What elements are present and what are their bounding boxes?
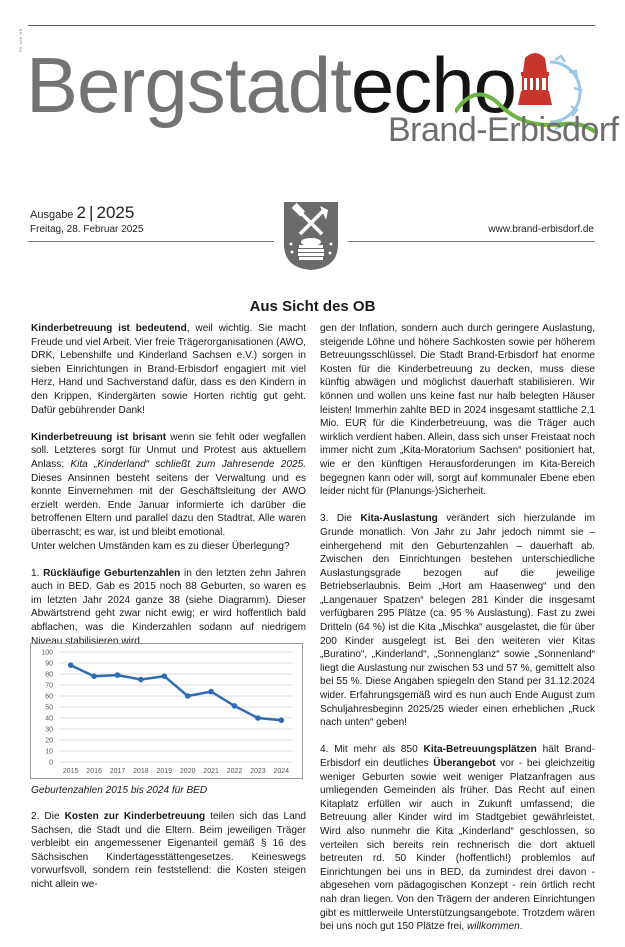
x-tick-label: 2019 — [156, 768, 173, 775]
masthead-subtitle: Brand-Erbisdorf — [388, 111, 619, 149]
paragraph: 2. Die Kosten zur Kinderbetreuung teilen sich das Land Sachsen, die Stadt und die Eltern. Beim jeweiligen Träger verbleibt ein angemessener Eigenanteil gemäß § 16 des Sächsischen Kindertagesstättengesetzes. Keineswegs vorwurfsvoll, sondern rein feststellend: die Kosten steigen nicht allein we- — [31, 811, 306, 890]
data-point — [208, 689, 214, 695]
y-tick-label: 70 — [45, 682, 53, 690]
title-black: echo — [350, 41, 517, 129]
data-point — [255, 715, 261, 721]
data-point — [232, 703, 238, 709]
side-note: PA alle HH — [18, 28, 23, 53]
data-point — [115, 672, 121, 678]
divider-left — [28, 241, 274, 242]
question-line: Unter welchen Umständen kam es zu dieser Überlegung? — [31, 540, 290, 552]
x-tick-label: 2023 — [250, 768, 266, 775]
x-tick-label: 2017 — [109, 768, 126, 775]
paragraph: 3. Die Kita-Auslastung verändert sich hierzulande im Grunde monatlich. Von Jahr zu Jahr jedoch nimmt sie – einhergehend mit den Geburtenzahlen – dauerhaft ab. Zwischen den Einrichtungen bestehen unterschiedliche Auslastungsgrade bezogen auf die jeweilige Betriebserlaubnis. Beim „Hort am Haasenweg“ und den „Langenauer Spatzen“ belegen 281 Kinder die insgesamt verfügbaren 295 Plätze (ca. 95 % Auslastung). Fast zu zwei Dritteln (64 %) ist die Kita „Mischka“ ausgelastet, die für über 200 Kinder ausgelegt ist. Bei den weiteren vier Kitas „Buratino“, „Kinderland“, „Sonnenglanz“ sowie „Sonnenland“ liegt die Auslastung nur zwischen 53 und 57 %, gemittelt also bei 55 %. Diese Angaben spiegeln den Stand per 31.12.2024 wider. Erfahrungsgemäß wird es nun auch Ende August zum Schuljahresbeginn 2025/25 wieder einen erheblichen „Ruck nach unten“ geben! — [320, 513, 595, 729]
chart-caption: Geburtenzahlen 2015 bis 2024 für BED — [31, 785, 208, 796]
coat-of-arms-icon — [282, 200, 340, 272]
issue-date: Freitag, 28. Februar 2025 — [30, 224, 144, 235]
tower-icon — [518, 53, 552, 105]
right-column — [320, 322, 595, 947]
y-tick-label: 50 — [45, 704, 53, 712]
x-tick-label: 2020 — [179, 768, 196, 775]
paragraph: Kinderbetreuung ist brisant wenn sie fehlt oder wegfallen soll. Letzteres sorgt für Unmut und Protest aus aktuellem Anlass: Kita „Kinderland“ schließt zum Jahresende 2025. Dieses Ansinnen besteht seitens der Verwaltung und es konnte Einvernehmen mit der Geschäftsleitung der AWO erzielt werden. Ende Januar informierte ich darüber die betroffenen Eltern und parallel dazu den Stadtrat. Alle waren überrascht; es war, ist und bleibt emotional. — [31, 431, 307, 538]
data-point — [138, 677, 144, 683]
chart-svg — [31, 644, 302, 778]
y-tick-label: 10 — [45, 748, 53, 756]
x-tick-label: 2024 — [273, 768, 290, 775]
y-tick-label: 60 — [45, 693, 53, 701]
data-point — [162, 673, 168, 679]
y-tick-label: 90 — [45, 660, 53, 668]
data-point — [279, 717, 285, 723]
paragraph: Kinderbetreuung ist bedeutend, weil wichtig. Sie macht Freude und viel Arbeit. Vier freie Trägerorganisationen (AWO, DRK, Lebenshilfe und Kinderland Sachsen e.V.) sorgen in sieben Einrichtungen in Brand-Erbisdorf engagiert mit viel Herz, Hand und Sachverstand dafür, dass es den Kindern in den Krippen, Kindergärten sowie Horten richtig gut geht. Dafür gebührender Dank! — [31, 323, 306, 416]
title-grey: Bergstadt — [26, 41, 351, 129]
paragraph: gen der Inflation, sondern auch durch geringere Auslastung, steigende Löhne und höhere Sachkosten sowie per höherem Betreuungsschlüssel. Die Stadt Brand-Erbisdorf hat enorme Kosten für die Kinderbetreuung zu decken, muss diese künftig abwägen und möglichst dauerhaft stabilisieren. Wir können und wollen uns keine fast nur halb belegten Häuser leisten! Immerhin zahlte BED in 2024 insgesamt stattliche 2,1 Mio. EUR für die Kinderbetreuung, was die Träger auch wirklich verdient haben. Allein, dass sich unser Freistaat noch immer nicht zum „Kita-Moratorium Sachsen“ positioniert hat, wie er den künftigen Herausforderungen im Kita-Bereich begegnen kann oder will, sorgt auf kommunaler Ebene eben leider nicht für (Planungs-)Sicherheit. — [320, 323, 595, 498]
issue-number: Ausgabe 2 | 2025 — [30, 203, 135, 222]
data-point — [68, 662, 74, 668]
divider-right — [348, 241, 595, 242]
x-tick-label: 2015 — [62, 768, 79, 775]
x-tick-label: 2021 — [203, 768, 219, 775]
y-tick-label: 0 — [49, 759, 53, 767]
left-column — [31, 322, 306, 662]
birth-chart — [30, 643, 303, 779]
paragraph: 1. Rückläufige Geburtenzahlen in den letzten zehn Jahren auch in BED. Gab es 2015 noch 88 Geburten, so waren es im letzten Jahr 2024 ganze 38 (siehe Diagramm). Dieser Abwärtstrend geht zwar nicht ewig; er wird hoffentlich bald abflachen, was die Kinderzahlen sodann auf niedrigem Niveau stabilisieren wird. — [31, 567, 306, 647]
left-column-bottom — [31, 810, 306, 892]
y-tick-label: 20 — [45, 737, 53, 745]
y-tick-label: 100 — [41, 649, 53, 657]
x-tick-label: 2018 — [133, 768, 149, 775]
x-tick-label: 2022 — [226, 768, 243, 775]
x-tick-label: 2016 — [86, 768, 102, 775]
article-headline: Aus Sicht des OB — [249, 298, 376, 315]
top-rule — [28, 25, 595, 26]
data-point — [185, 693, 191, 699]
series-line — [71, 665, 282, 720]
website-link[interactable]: www.brand-erbisdorf.de — [488, 224, 594, 235]
y-tick-label: 30 — [45, 726, 53, 734]
y-tick-label: 80 — [45, 671, 53, 679]
paragraph: 4. Mit mehr als 850 Kita-Betreuungsplätzen hält Brand-Erbisdorf ein deutliches Überangebot vor - bei gleichzeitig weniger Geburten sowie weit weniger Platzanfragen aus umliegenden Gemeinden als früher. Das Recht auf einen Kitaplatz erfüllen wir auch in Zukunft umfassend; die Betreuung aller Kinder wird im Stadtgebiet gewährleistet. Wird also nunmehr die Kita „Kinderland“ geschlossen, so verteilen sich bereits rein rechnerisch die dort aktuell betreuten rd. 50 Kinder (hoffentlich!) problemlos auf Einrichtungen bei uns in BED, da zumindest drei davon - abgesehen vom pädagogischen Konzept - rein örtlich recht nah dran liegen. Von den Trägern der anderen Einrichtungen gibt es mittlerweile Unterstützungsangebote. Trotzdem wären bei uns noch gut 150 Plätze frei, willkommen. — [320, 744, 595, 933]
data-point — [91, 673, 97, 679]
y-tick-label: 40 — [45, 715, 53, 723]
